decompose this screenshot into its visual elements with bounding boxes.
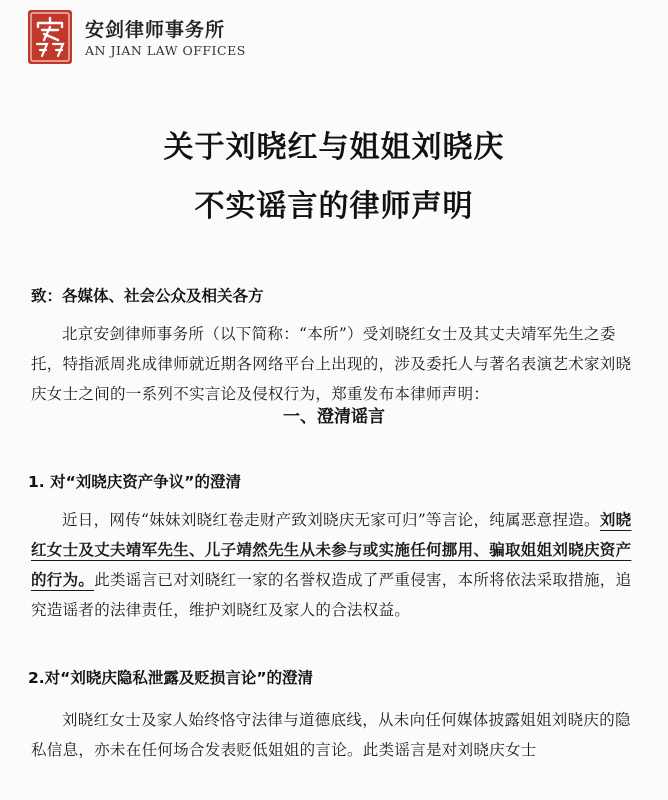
item2-heading: 2.对“刘晓庆隐私泄露及贬损言论”的澄清	[28, 669, 314, 687]
item1-heading: 1. 对“刘晓庆资产争议”的澄清	[28, 473, 241, 491]
firm-name-cn: 安剑律师事务所	[85, 19, 226, 41]
intro-text: 北京安剑律师事务所（以下简称：“本所”）受刘晓红女士及其丈夫靖军先生之委托，特指派周兆成律师就近期各网络平台上出现的，涉及委托人与著名表演艺术家刘晓庆女士之间的一系列不实言论及侵权行为，郑重发布本律师声明：	[31, 325, 632, 403]
firm-name-en: AN JIAN LAW OFFICES	[85, 43, 246, 58]
item2-text: 刘晓红女士及家人始终恪守法律与道德底线，从未向任何媒体披露姐姐刘晓庆的隐私信息，亦未在任何场合发表贬低姐姐的言论。此类谣言是对刘晓庆女士	[31, 711, 631, 759]
letterhead	[28, 10, 648, 72]
intro-paragraph	[31, 319, 641, 409]
item1-underlined-text: 刘晓红女士及丈夫靖军先生、儿子靖然先生从未参与或实施任何挪用、骗取姐姐刘晓庆资产的行为。	[31, 510, 632, 589]
seal-icon	[28, 10, 72, 64]
addressee: 致：各媒体、社会公众及相关各方	[31, 287, 264, 305]
section-heading-clarify: 一、澄清谣言	[283, 407, 385, 427]
item1-paragraph	[31, 505, 641, 625]
statement-title-line2: 不实谣言的律师声明	[194, 189, 474, 224]
firm-logo-seal	[28, 10, 72, 64]
statement-title-line1: 关于刘晓红与姐姐刘晓庆	[163, 130, 505, 165]
item1-text-after: 此类谣言已对刘晓红一家的名誉权造成了严重侵害，本所将依法采取措施，追究造谣者的法律责任，维护刘晓红及家人的合法权益。	[31, 571, 632, 619]
item2-paragraph	[31, 705, 641, 765]
item1-text-before: 近日，网传“妹妹刘晓红卷走财产致刘晓庆无家可归”等言论，纯属恶意捏造。	[62, 511, 600, 529]
